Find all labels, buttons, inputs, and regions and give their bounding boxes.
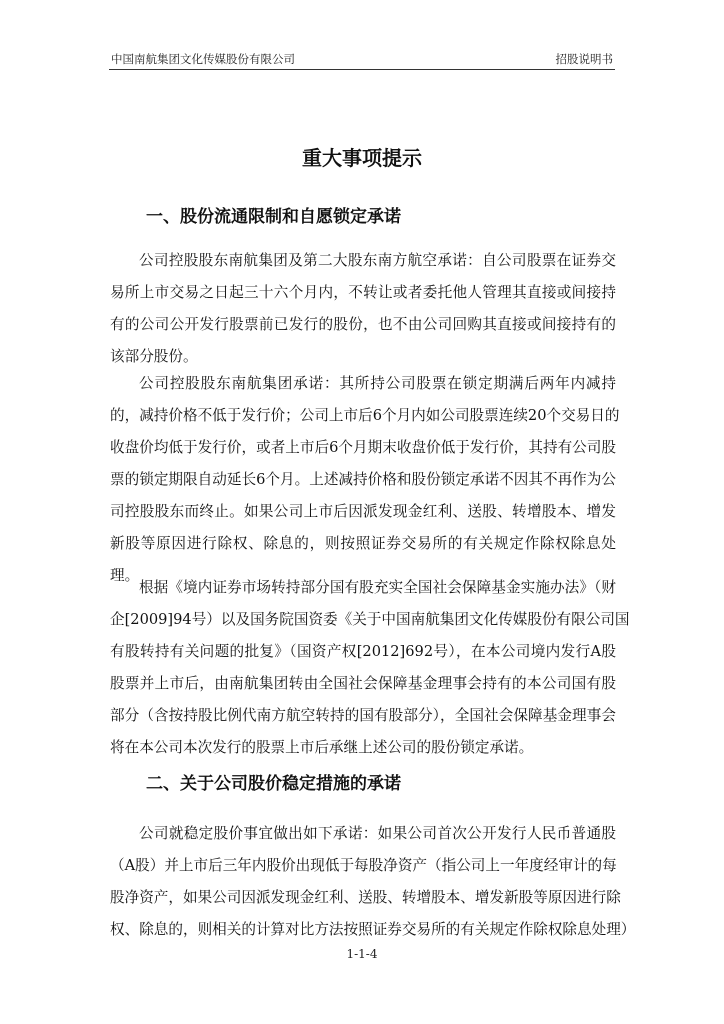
paragraph-line: 收盘价均低于发行价，或者上市后6个月期末收盘价低于发行价，其持有公司股 xyxy=(110,439,616,456)
paragraph-line: 票的锁定期限自动延长6个月。上述减持价格和股份锁定承诺不因其不再作为公 xyxy=(110,471,616,488)
paragraph-line: 企[2009]94号）以及国务院国资委《关于中国南航集团文化传媒股份有限公司国 xyxy=(110,611,630,628)
document-title: 重大事项提示 xyxy=(302,146,422,170)
paragraph-line: 股净资产，如果公司因派发现金红利、送股、转增股本、增发新股等原因进行除 xyxy=(110,889,621,906)
paragraph-line: 的，减持价格不低于发行价；公司上市后6个月内如公司股票连续20个交易日的 xyxy=(110,407,620,424)
paragraph-line: 该部分股份。 xyxy=(110,348,198,365)
page-number: 1-1-4 xyxy=(346,947,378,961)
paragraph-line: 司控股股东而终止。如果公司上市后因派发现金红利、送股、转增股本、增发 xyxy=(110,503,616,520)
paragraph-line: 易所上市交易之日起三十六个月内，不转让或者委托他人管理其直接或间接持 xyxy=(110,284,616,301)
paragraph-reduction-commitment xyxy=(110,368,620,592)
header-company-name: 中国南航集团文化传媒股份有限公司 xyxy=(111,52,295,66)
paragraph-line: 公司控股股东南航集团及第二大股东南方航空承诺：自公司股票在证券交 xyxy=(139,252,616,269)
section-heading-price-stabilization: 二、关于公司股价稳定措施的承诺 xyxy=(146,774,401,794)
paragraph-line: 有的公司公开发行股票前已发行的股份，也不由公司回购其直接或间接持有的 xyxy=(110,316,616,333)
paragraph-line: 公司控股股东南航集团承诺：其所持公司股票在锁定期满后两年内减持 xyxy=(139,375,616,392)
paragraph-state-share-transfer xyxy=(110,572,630,764)
running-header xyxy=(111,50,613,68)
paragraph-line: 新股等原因进行除权、除息的，则按照证券交易所的有关规定作除权除息处 xyxy=(110,535,616,552)
paragraph-price-stabilization xyxy=(110,818,636,946)
paragraph-line: 根据《境内证券市场转持部分国有股充实全国社会保障基金实施办法》（财 xyxy=(139,579,616,596)
paragraph-line: 理。 xyxy=(110,567,140,584)
paragraph-line: 公司就稳定股价事宜做出如下承诺：如果公司首次公开发行人民币普通股 xyxy=(139,825,616,842)
paragraph-line: 权、除息的，则相关的计算对比方法按照证券交易所的有关规定作除权除息处理） xyxy=(110,921,636,938)
section-heading-lockup: 一、股份流通限制和自愿锁定承诺 xyxy=(146,207,401,227)
paragraph-line: 部分（含按持股比例代南方航空转持的国有股部分），全国社会保障基金理事会 xyxy=(110,707,616,724)
header-rule xyxy=(109,69,615,70)
paragraph-line: 股票并上市后，由南航集团转由全国社会保障基金理事会持有的本公司国有股 xyxy=(110,675,616,692)
paragraph-line: 有股转持有关问题的批复》（国资产权[2012]692号），在本公司境内发行A股 xyxy=(110,643,616,660)
paragraph-line: （A股）并上市后三年内股价出现低于每股净资产（指公司上一年度经审计的每 xyxy=(110,857,617,874)
paragraph-controlling-shareholder-lockup xyxy=(110,245,616,373)
paragraph-line: 将在本公司本次发行的股票上市后承继上述公司的股份锁定承诺。 xyxy=(110,739,534,756)
header-document-type: 招股说明书 xyxy=(555,52,613,66)
